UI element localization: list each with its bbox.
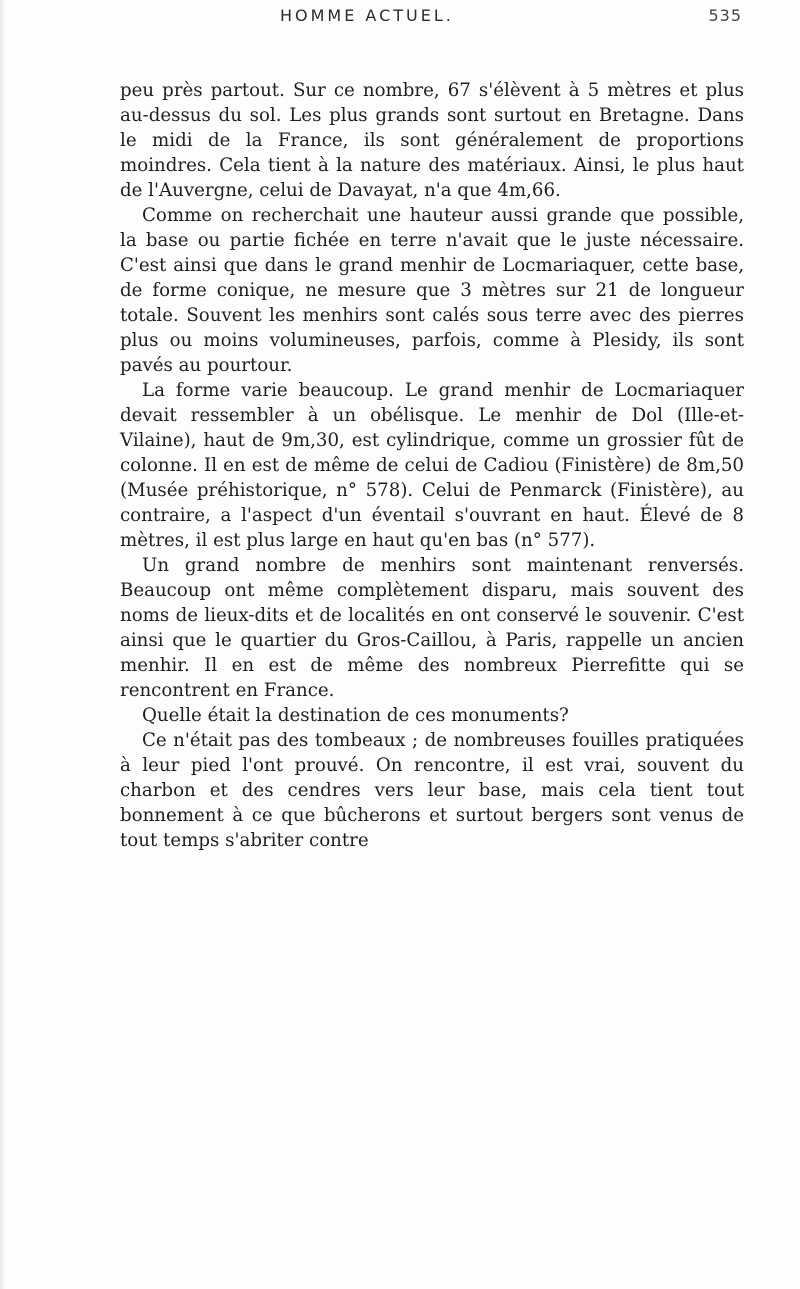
paragraph: Comme on recherchait une hauteur aussi grande que possible, la base ou partie fichée en terre n'avait que le juste nécessaire. C'est ainsi que dans le grand menhir de Locmariaquer, cette base, de forme conique, ne mesure que 3 mètres sur 21 de longueur totale. Souvent les menhirs sont calés sous terre avec des pierres plus ou moins volumineuses, parfois, comme à Plesidy, ils sont pavés au pourtour. [120, 205, 744, 376]
paragraph: Un grand nombre de menhirs sont maintenant renversés. Beaucoup ont même complètement disparu, mais souvent des noms de lieux-dits et de localités en ont conservé le souvenir. C'est ainsi que le quartier du Gros-Caillou, à Paris, rappelle un ancien menhir. Il en est de même des nombreux Pierrefitte qui se rencontrent en France. [120, 555, 744, 701]
running-title: HOMME ACTUEL. [280, 6, 454, 25]
paragraph: peu près partout. Sur ce nombre, 67 s'élèvent à 5 mètres et plus au-dessus du sol. Les plus grands sont surtout en Bretagne. Dans le midi de la France, ils sont généralement de proportions moindres. Cela tient à la nature des matériaux. Ainsi, le plus haut de l'Auvergne, celui de Davayat, n'a que 4m,66. [120, 80, 744, 201]
body-text [120, 78, 744, 853]
paragraph: Ce n'était pas des tombeaux ; de nombreuses fouilles pratiquées à leur pied l'ont prouvé. On rencontre, il est vrai, souvent du charbon et des cendres vers leur base, mais cela tient tout bonnement à ce que bûcherons et surtout bergers sont venus de tout temps s'abriter contre [120, 730, 744, 851]
paragraph: Quelle était la destination de ces monuments? [142, 705, 569, 726]
page-edge-shadow [0, 0, 6, 1289]
paragraph: La forme varie beaucoup. Le grand menhir de Locmariaquer devait ressembler à un obélisque. Le menhir de Dol (Ille-et-Vilaine), haut de 9m,30, est cylindrique, comme un grossier fût de colonne. Il en est de même de celui de Cadiou (Finistère) de 8m,50 (Musée préhistorique, n° 578). Celui de Penmarck (Finistère), au contraire, a l'aspect d'un éventail s'ouvrant en haut. Élevé de 8 mètres, il est plus large en haut qu'en bas (n° 577). [120, 380, 744, 551]
page-number: 535 [708, 6, 742, 25]
page-header [120, 6, 742, 34]
